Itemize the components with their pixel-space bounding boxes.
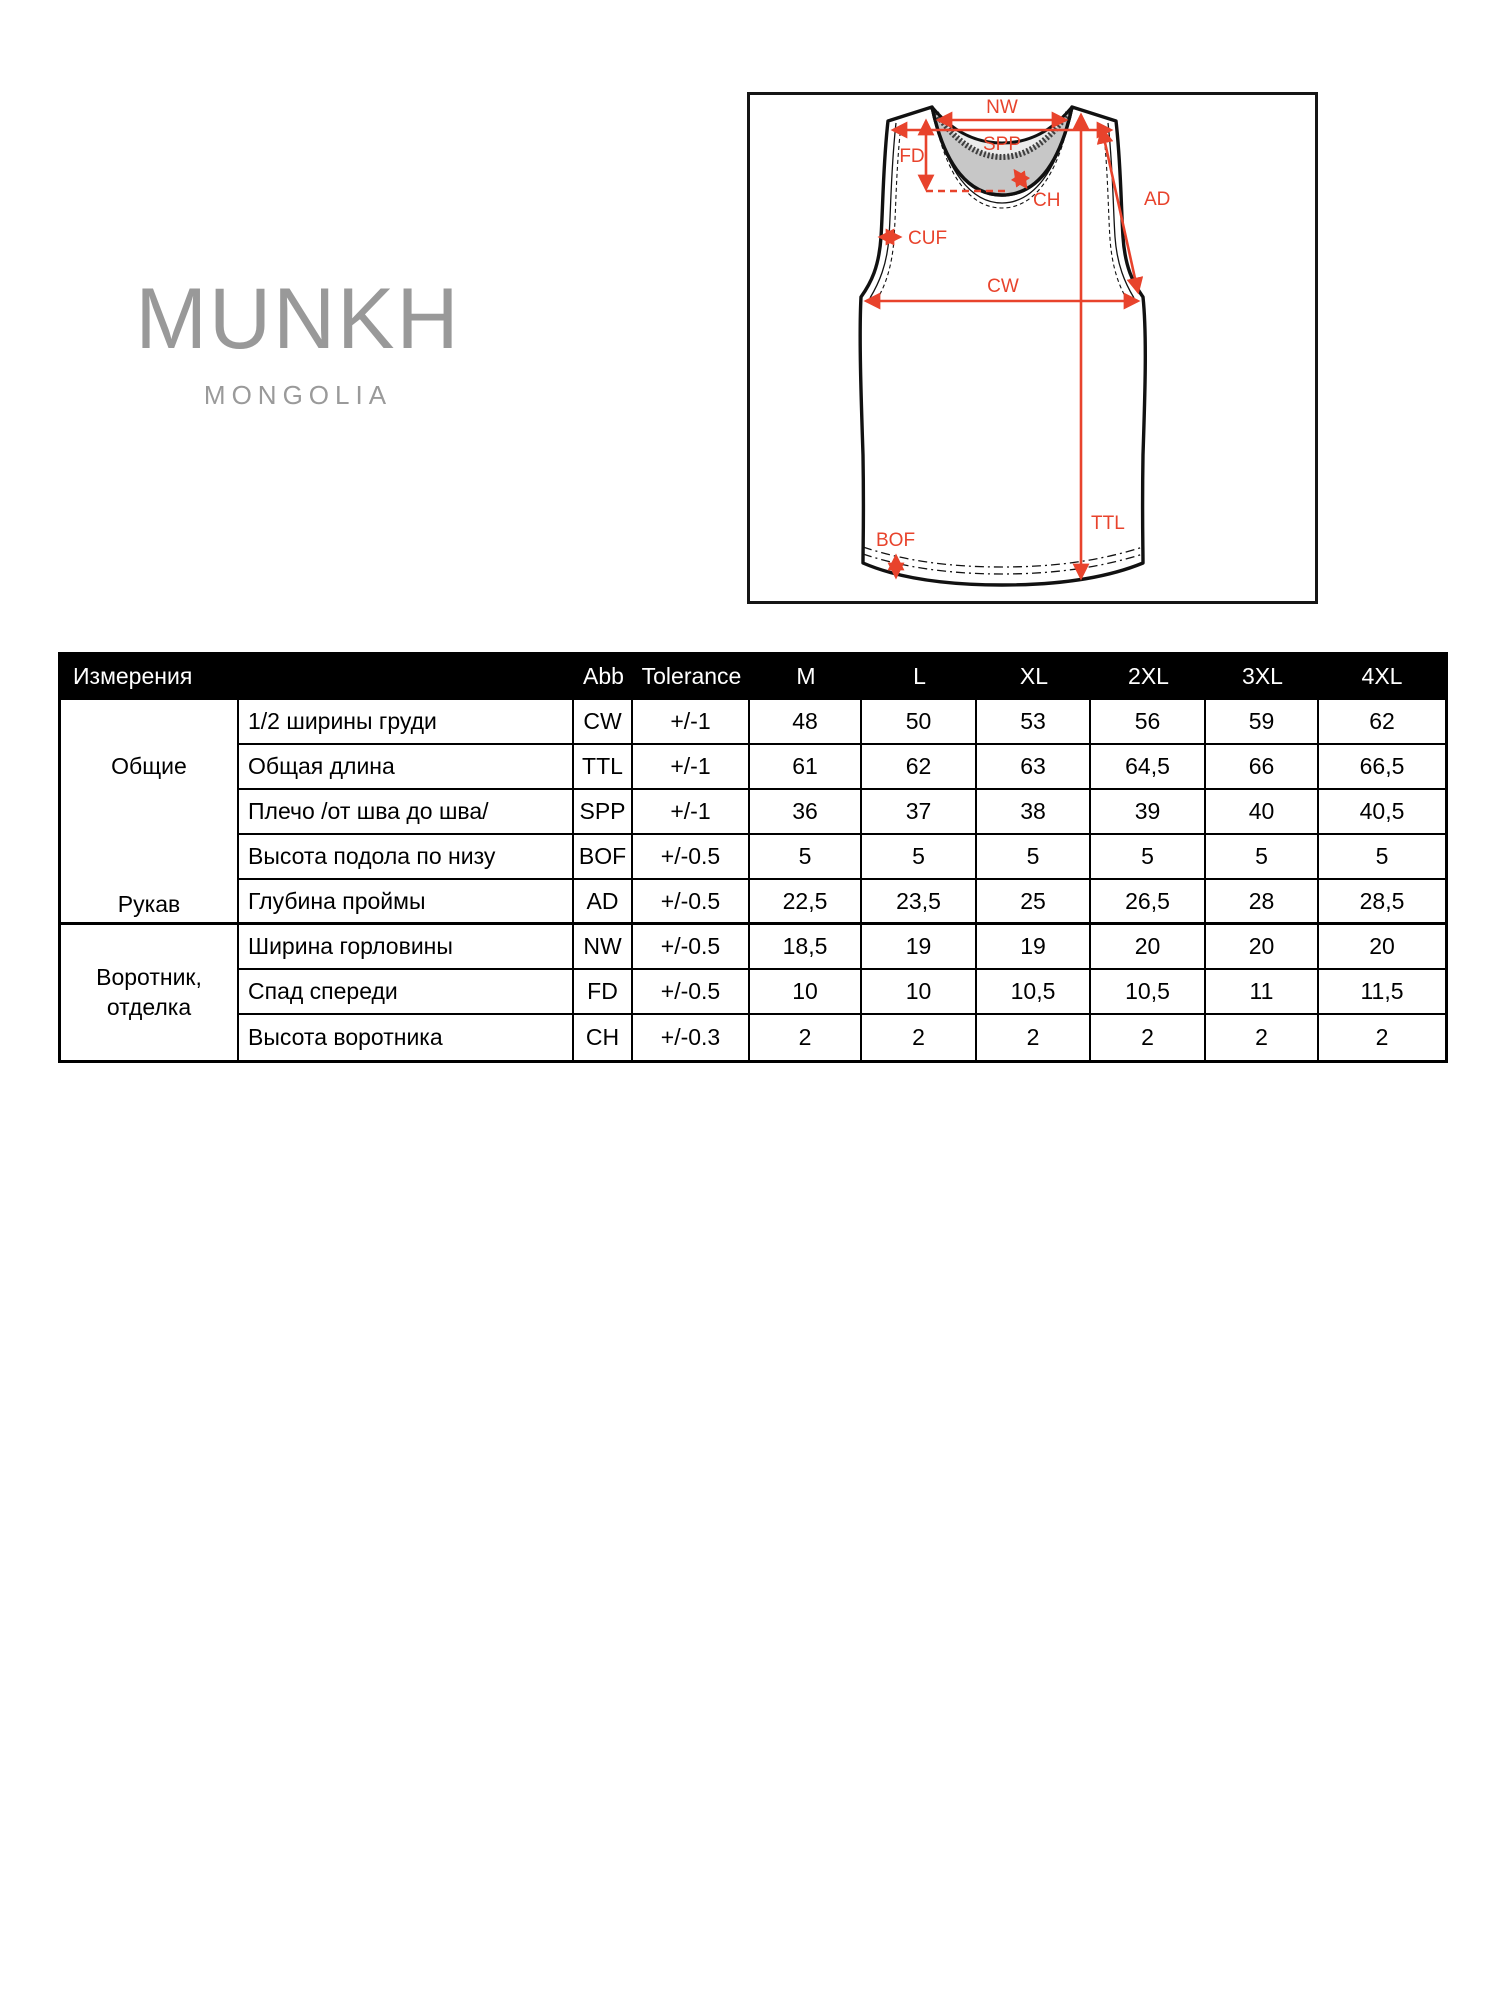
value-cell: 28	[1206, 880, 1319, 925]
value-cell: 63	[977, 745, 1091, 790]
header-size-3xl: 3XL	[1206, 655, 1319, 700]
row-abb-cell: NW	[574, 925, 633, 970]
header-size-xl: XL	[977, 655, 1091, 700]
group-label-sleeve: Рукав	[117, 891, 181, 917]
brand-subtitle: MONGOLIA	[203, 380, 393, 410]
value-cell: 50	[862, 700, 977, 745]
row-tolerance-cell: +/-1	[633, 790, 750, 835]
value-cell: 61	[750, 745, 862, 790]
value-cell: 38	[977, 790, 1091, 835]
ad-label: AD	[1144, 189, 1171, 210]
value-cell: 5	[1091, 835, 1206, 880]
row-tolerance-cell: +/-0.3	[633, 1015, 750, 1060]
row-tolerance-cell: +/-0.5	[633, 835, 750, 880]
group-cell-general-sleeve	[61, 700, 239, 925]
group-label-general: Общие	[111, 753, 187, 779]
row-name-cell: Спад спереди	[239, 970, 574, 1015]
row-name-cell: Общая длина	[239, 745, 574, 790]
header-size-m: M	[750, 655, 862, 700]
value-cell: 10	[750, 970, 862, 1015]
header-size-2xl: 2XL	[1091, 655, 1206, 700]
value-cell: 39	[1091, 790, 1206, 835]
value-cell: 53	[977, 700, 1091, 745]
value-cell: 62	[862, 745, 977, 790]
row-abb-cell: TTL	[574, 745, 633, 790]
spp-label: SPP	[982, 134, 1022, 155]
value-cell: 18,5	[750, 925, 862, 970]
value-cell: 56	[1091, 700, 1206, 745]
value-cell: 40	[1206, 790, 1319, 835]
row-abb-cell: CH	[574, 1015, 633, 1060]
row-abb-cell: AD	[574, 880, 633, 925]
cuf-label: CUF	[908, 228, 948, 249]
value-cell: 19	[977, 925, 1091, 970]
row-abb-cell: BOF	[574, 835, 633, 880]
value-cell: 66	[1206, 745, 1319, 790]
group-label-collar-line1: Воротник,	[96, 963, 202, 990]
row-tolerance-cell: +/-1	[633, 745, 750, 790]
value-cell: 64,5	[1091, 745, 1206, 790]
row-tolerance-cell: +/-0.5	[633, 970, 750, 1015]
value-cell: 37	[862, 790, 977, 835]
row-tolerance-cell: +/-0.5	[633, 925, 750, 970]
header-measurements: Измерения	[61, 655, 574, 700]
value-cell: 20	[1091, 925, 1206, 970]
value-cell: 5	[750, 835, 862, 880]
value-cell: 48	[750, 700, 862, 745]
value-cell: 59	[1206, 700, 1319, 745]
row-tolerance-cell: +/-0.5	[633, 880, 750, 925]
header-tolerance: Tolerance	[633, 655, 750, 700]
row-abb-cell: FD	[574, 970, 633, 1015]
value-cell: 25	[977, 880, 1091, 925]
value-cell: 40,5	[1319, 790, 1445, 835]
row-abb-cell: SPP	[574, 790, 633, 835]
bof-label: BOF	[876, 530, 916, 551]
value-cell: 11,5	[1319, 970, 1445, 1015]
value-cell: 5	[977, 835, 1091, 880]
value-cell: 2	[1319, 1015, 1445, 1060]
value-cell: 2	[750, 1015, 862, 1060]
row-name-cell: 1/2 ширины груди	[239, 700, 574, 745]
tank-top-diagram	[750, 95, 1315, 601]
size-table	[58, 652, 1448, 1063]
value-cell: 36	[750, 790, 862, 835]
value-cell: 11	[1206, 970, 1319, 1015]
value-cell: 5	[1206, 835, 1319, 880]
value-cell: 62	[1319, 700, 1445, 745]
value-cell: 5	[862, 835, 977, 880]
row-name-cell: Высота подола по низу	[239, 835, 574, 880]
value-cell: 66,5	[1319, 745, 1445, 790]
nw-label: NW	[986, 97, 1018, 118]
value-cell: 10,5	[1091, 970, 1206, 1015]
row-name-cell: Плечо /от шва до шва/	[239, 790, 574, 835]
value-cell: 23,5	[862, 880, 977, 925]
value-cell: 2	[862, 1015, 977, 1060]
row-tolerance-cell: +/-1	[633, 700, 750, 745]
value-cell: 19	[862, 925, 977, 970]
value-cell: 5	[1319, 835, 1445, 880]
header-abb: Abb	[574, 655, 633, 700]
ttl-label: TTL	[1091, 513, 1125, 534]
group-label-collar-line2: отделка	[106, 993, 192, 1020]
garment-diagram-box	[747, 92, 1318, 604]
row-name-cell: Ширина горловины	[239, 925, 574, 970]
header-size-4xl: 4XL	[1319, 655, 1445, 700]
value-cell: 10,5	[977, 970, 1091, 1015]
brand-logo	[118, 271, 478, 410]
cw-label: CW	[987, 276, 1019, 297]
group-cell-collar	[61, 925, 239, 1060]
row-abb-cell: CW	[574, 700, 633, 745]
value-cell: 28,5	[1319, 880, 1445, 925]
value-cell: 26,5	[1091, 880, 1206, 925]
row-name-cell: Глубина проймы	[239, 880, 574, 925]
value-cell: 22,5	[750, 880, 862, 925]
value-cell: 2	[1206, 1015, 1319, 1060]
fd-label: FD	[899, 146, 925, 167]
header-size-l: L	[862, 655, 977, 700]
value-cell: 2	[1091, 1015, 1206, 1060]
value-cell: 2	[977, 1015, 1091, 1060]
value-cell: 20	[1206, 925, 1319, 970]
row-name-cell: Высота воротника	[239, 1015, 574, 1060]
value-cell: 20	[1319, 925, 1445, 970]
brand-name: MUNKH	[135, 271, 461, 367]
value-cell: 10	[862, 970, 977, 1015]
ch-label: CH	[1033, 190, 1061, 211]
